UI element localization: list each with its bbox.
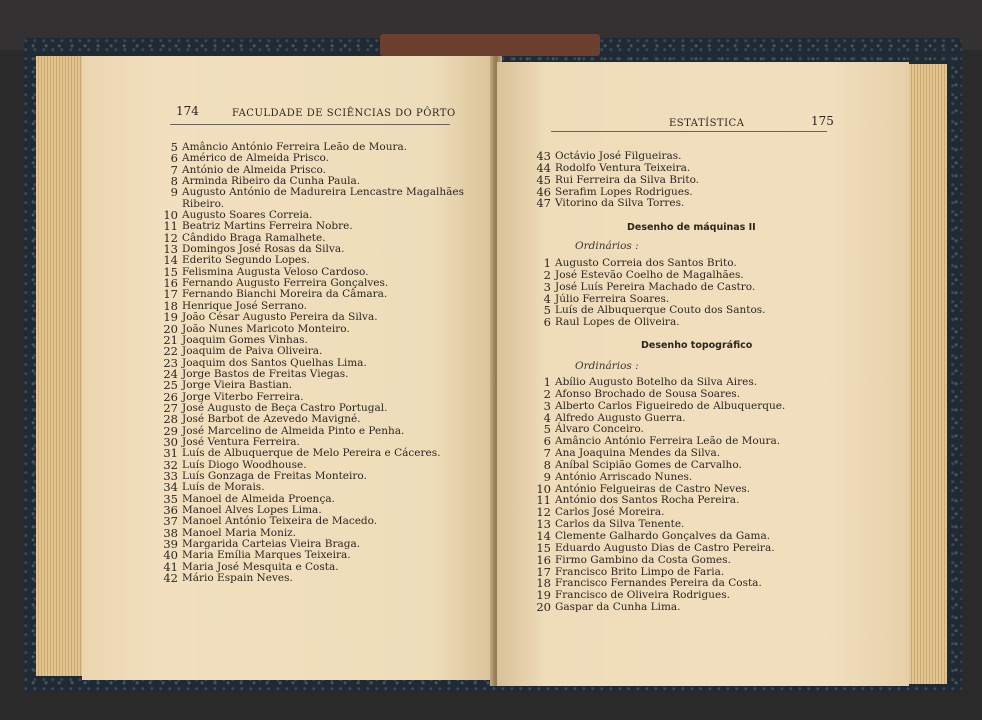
item-number: 5 bbox=[543, 303, 551, 318]
item-number: 8 bbox=[170, 174, 178, 189]
item-name: Jorge Vieira Bastian. bbox=[182, 379, 293, 392]
item-number: 14 bbox=[536, 528, 551, 543]
item-number: 18 bbox=[163, 298, 178, 313]
list-item bbox=[158, 482, 488, 493]
item-number: 7 bbox=[170, 162, 178, 177]
item-name: José Marcelino de Almeida Pinto e Penha. bbox=[182, 424, 405, 437]
item-number: 29 bbox=[163, 423, 178, 438]
item-number: 19 bbox=[163, 310, 178, 325]
item-name: Luís de Albuquerque Couto dos Santos. bbox=[555, 304, 766, 317]
item-name: Jorge Viterbo Ferreira. bbox=[182, 390, 304, 403]
right-page bbox=[497, 62, 909, 686]
item-name: José Barbot de Azevedo Mavigné. bbox=[182, 413, 361, 426]
item-name: Alfredo Augusto Guerra. bbox=[555, 411, 686, 424]
page-number: 175 bbox=[811, 114, 834, 128]
item-number: 41 bbox=[163, 559, 178, 574]
item-name: Augusto António de Madureira Lencastre Magalhães bbox=[182, 186, 464, 199]
item-name: Joaquim Gomes Vinhas. bbox=[182, 333, 308, 346]
list-item bbox=[531, 317, 891, 329]
item-number: 7 bbox=[543, 446, 551, 461]
item-name: Manoel de Almeida Proença. bbox=[182, 492, 335, 505]
item-name: António Arriscado Nunes. bbox=[555, 470, 693, 483]
item-number: 2 bbox=[543, 386, 551, 401]
section-title: Desenho topográfico bbox=[641, 340, 753, 351]
item-name: Ribeiro. bbox=[182, 197, 225, 210]
item-number: 22 bbox=[163, 344, 178, 359]
item-name: Luís Diogo Woodhouse. bbox=[182, 458, 307, 471]
item-name: Carlos José Moreira. bbox=[555, 506, 665, 519]
item-number: 24 bbox=[163, 366, 178, 381]
page-number: 174 bbox=[176, 104, 199, 118]
list-item bbox=[158, 448, 488, 459]
item-number: 5 bbox=[170, 140, 178, 154]
page-edges-right bbox=[905, 64, 947, 684]
item-name: Ederito Segundo Lopes. bbox=[182, 254, 310, 267]
item-name: Joaquim dos Santos Quelhas Lima. bbox=[182, 356, 367, 369]
item-number: 45 bbox=[536, 172, 551, 187]
item-name: José Luís Pereira Machado de Castro. bbox=[555, 280, 756, 293]
item-name: Fernando Augusto Ferreira Gonçalves. bbox=[182, 277, 389, 290]
list-item bbox=[531, 198, 891, 210]
item-number: 37 bbox=[163, 514, 178, 529]
item-name: Francisco de Oliveira Rodrigues. bbox=[555, 589, 730, 602]
item-number: 25 bbox=[163, 378, 178, 393]
item-number: 4 bbox=[543, 291, 551, 306]
item-number: 8 bbox=[543, 457, 551, 472]
list-item bbox=[158, 380, 488, 391]
item-number: 12 bbox=[536, 505, 551, 520]
item-name: Octávio José Filgueiras. bbox=[555, 150, 682, 162]
student-list bbox=[158, 142, 488, 584]
item-name: Amâncio António Ferreira Leão de Moura. bbox=[555, 435, 781, 448]
item-name: Afonso Brochado de Sousa Soares. bbox=[555, 387, 741, 400]
item-name: Joaquim de Paiva Oliveira. bbox=[182, 345, 323, 358]
list-item bbox=[531, 469, 891, 484]
list-item bbox=[531, 457, 891, 472]
item-number: 40 bbox=[163, 548, 178, 563]
header-rule bbox=[170, 124, 450, 125]
item-number: 33 bbox=[163, 468, 178, 483]
item-number: 16 bbox=[536, 552, 551, 567]
item-number: 19 bbox=[536, 588, 551, 603]
list-item bbox=[158, 312, 488, 323]
list-item bbox=[531, 279, 891, 294]
section-title: Desenho de máquinas II bbox=[627, 222, 756, 233]
item-name: António Felgueiras de Castro Neves. bbox=[555, 482, 751, 495]
item-name: Alberto Carlos Figueiredo de Albuquerque. bbox=[555, 399, 786, 412]
item-number: 20 bbox=[163, 321, 178, 336]
item-number: 17 bbox=[536, 564, 551, 579]
running-head: FACULDADE DE SCIÊNCIAS DO PÔRTO bbox=[232, 108, 456, 119]
student-list-continued bbox=[531, 151, 891, 210]
item-name: José Augusto de Beça Castro Portugal. bbox=[182, 401, 388, 414]
item-name: Clemente Galhardo Gonçalves da Gama. bbox=[555, 529, 771, 542]
item-number: 12 bbox=[163, 230, 178, 245]
list-item bbox=[531, 602, 891, 614]
item-number: 46 bbox=[536, 184, 551, 199]
list-item bbox=[531, 540, 891, 555]
item-name: Francisco Brito Limpo de Faria. bbox=[555, 565, 725, 578]
item-number: 13 bbox=[163, 242, 178, 257]
item-name: Manoel António Teixeira de Macedo. bbox=[182, 515, 378, 528]
list-item bbox=[158, 346, 488, 357]
item-name: Cândido Braga Ramalhete. bbox=[182, 231, 326, 244]
item-name: Gaspar da Cunha Lima. bbox=[555, 601, 681, 614]
list-item bbox=[531, 386, 891, 401]
item-name: Jorge Bastos de Freitas Viegas. bbox=[182, 367, 349, 380]
item-name: Arminda Ribeiro da Cunha Paula. bbox=[182, 175, 361, 188]
item-name: Luís de Morais. bbox=[182, 481, 265, 494]
item-number: 36 bbox=[163, 503, 178, 517]
item-number: 30 bbox=[163, 434, 178, 449]
item-name: José Estevão Coelho de Magalhães. bbox=[555, 268, 744, 281]
item-number: 17 bbox=[163, 287, 178, 302]
item-number: 47 bbox=[536, 196, 551, 211]
item-name: Augusto Soares Correia. bbox=[182, 209, 313, 222]
item-name: João Nunes Maricoto Monteiro. bbox=[182, 322, 350, 335]
item-number: 6 bbox=[170, 151, 178, 166]
item-name: Ana Joaquina Mendes da Silva. bbox=[555, 447, 721, 460]
item-number: 18 bbox=[536, 576, 551, 591]
item-name: Rui Ferreira da Silva Brito. bbox=[555, 173, 700, 186]
header-rule bbox=[551, 131, 827, 132]
item-name: Manoel Alves Lopes Lima. bbox=[182, 504, 322, 516]
item-number: 28 bbox=[163, 412, 178, 427]
item-name: João César Augusto Pereira da Silva. bbox=[182, 311, 378, 324]
item-number: 32 bbox=[163, 457, 178, 472]
item-name: António de Almeida Prisco. bbox=[182, 163, 326, 176]
item-number: 3 bbox=[543, 279, 551, 294]
item-number: 1 bbox=[543, 256, 551, 270]
item-number: 1 bbox=[543, 375, 551, 389]
item-number: 39 bbox=[163, 537, 178, 552]
book-spine bbox=[380, 34, 600, 56]
list-item bbox=[158, 573, 488, 584]
item-name: Carlos da Silva Tenente. bbox=[555, 518, 685, 531]
item-number: 2 bbox=[543, 267, 551, 282]
item-name: Amâncio António Ferreira Leão de Moura. bbox=[182, 141, 408, 153]
item-number: 21 bbox=[163, 332, 178, 347]
item-number: 31 bbox=[163, 446, 178, 461]
item-name: Maria José Mesquita e Costa. bbox=[182, 560, 339, 573]
section-list bbox=[531, 258, 891, 329]
item-number: 34 bbox=[163, 480, 178, 495]
item-number: 11 bbox=[163, 219, 178, 234]
item-name: Augusto Correia dos Santos Brito. bbox=[555, 257, 737, 269]
item-number: 38 bbox=[163, 525, 178, 540]
item-name: Eduardo Augusto Dias de Castro Pereira. bbox=[555, 541, 775, 554]
item-number: 6 bbox=[543, 434, 551, 449]
item-number: 42 bbox=[163, 571, 178, 586]
list-item bbox=[531, 552, 891, 567]
item-name: Firmo Gambino da Costa Gomes. bbox=[555, 553, 731, 566]
item-name: Aníbal Scipião Gomes de Carvalho. bbox=[555, 458, 742, 471]
item-name: Mário Espain Neves. bbox=[182, 572, 293, 585]
item-number: 35 bbox=[163, 491, 178, 506]
item-number: 44 bbox=[536, 160, 551, 175]
item-name: Luís Gonzaga de Freitas Monteiro. bbox=[182, 469, 367, 482]
item-name: Álvaro Conceiro. bbox=[555, 423, 644, 436]
item-number: 15 bbox=[163, 264, 178, 279]
item-number: 14 bbox=[163, 253, 178, 268]
item-name: Manoel Maria Moniz. bbox=[182, 526, 297, 539]
item-name: Rodolfo Ventura Teixeira. bbox=[555, 161, 691, 174]
item-number: 10 bbox=[163, 208, 178, 223]
item-name: Américo de Almeida Prisco. bbox=[182, 152, 329, 165]
item-number: 26 bbox=[163, 389, 178, 404]
item-number: 27 bbox=[163, 400, 178, 415]
item-name: Raul Lopes de Oliveira. bbox=[555, 316, 680, 329]
running-head: ESTATÍSTICA bbox=[669, 118, 745, 129]
list-item bbox=[531, 398, 891, 413]
item-number: 16 bbox=[163, 276, 178, 291]
item-name: Vitorino da Silva Torres. bbox=[555, 197, 685, 210]
left-page bbox=[82, 56, 494, 680]
item-name: Domingos José Rosas da Silva. bbox=[182, 243, 345, 256]
item-number: 3 bbox=[543, 398, 551, 413]
item-number: 23 bbox=[163, 355, 178, 370]
item-name: Beatriz Martins Ferreira Nobre. bbox=[182, 220, 353, 233]
list-item bbox=[158, 516, 488, 527]
item-number: 4 bbox=[543, 410, 551, 425]
item-name: Serafim Lopes Rodrigues. bbox=[555, 185, 693, 198]
list-item bbox=[158, 414, 488, 425]
item-number: 43 bbox=[536, 149, 551, 163]
item-number: 10 bbox=[536, 481, 551, 496]
item-name: Margarida Carteias Vieira Braga. bbox=[182, 538, 361, 551]
item-name: Luís de Albuquerque de Melo Pereira e Cáceres. bbox=[182, 447, 441, 460]
item-number: 13 bbox=[536, 517, 551, 532]
list-item bbox=[531, 160, 891, 175]
item-number: 15 bbox=[536, 540, 551, 555]
item-name: José Ventura Ferreira. bbox=[182, 435, 300, 448]
item-number: 6 bbox=[543, 315, 551, 330]
item-name: Henrique José Serrano. bbox=[182, 299, 307, 312]
section-subtitle: Ordinários : bbox=[575, 240, 639, 252]
item-name: Júlio Ferreira Soares. bbox=[555, 292, 670, 305]
item-number: 9 bbox=[543, 469, 551, 484]
item-number: 20 bbox=[536, 600, 551, 615]
item-number: 5 bbox=[543, 422, 551, 437]
item-name: Francisco Fernandes Pereira da Costa. bbox=[555, 577, 762, 590]
section-subtitle: Ordinários : bbox=[575, 360, 639, 372]
section-list bbox=[531, 377, 891, 614]
item-name: Abílio Augusto Botelho da Silva Aires. bbox=[555, 376, 758, 388]
item-name: António dos Santos Rocha Pereira. bbox=[555, 494, 740, 507]
item-number: 9 bbox=[170, 185, 178, 200]
item-number: 11 bbox=[536, 493, 551, 508]
item-name: Maria Emília Marques Teixeira. bbox=[182, 549, 351, 562]
list-item bbox=[531, 267, 891, 282]
item-name: Felismina Augusta Veloso Cardoso. bbox=[182, 265, 369, 278]
list-item bbox=[158, 153, 488, 164]
item-name: Fernando Bianchi Moreira da Câmara. bbox=[182, 288, 388, 301]
list-item bbox=[531, 172, 891, 187]
